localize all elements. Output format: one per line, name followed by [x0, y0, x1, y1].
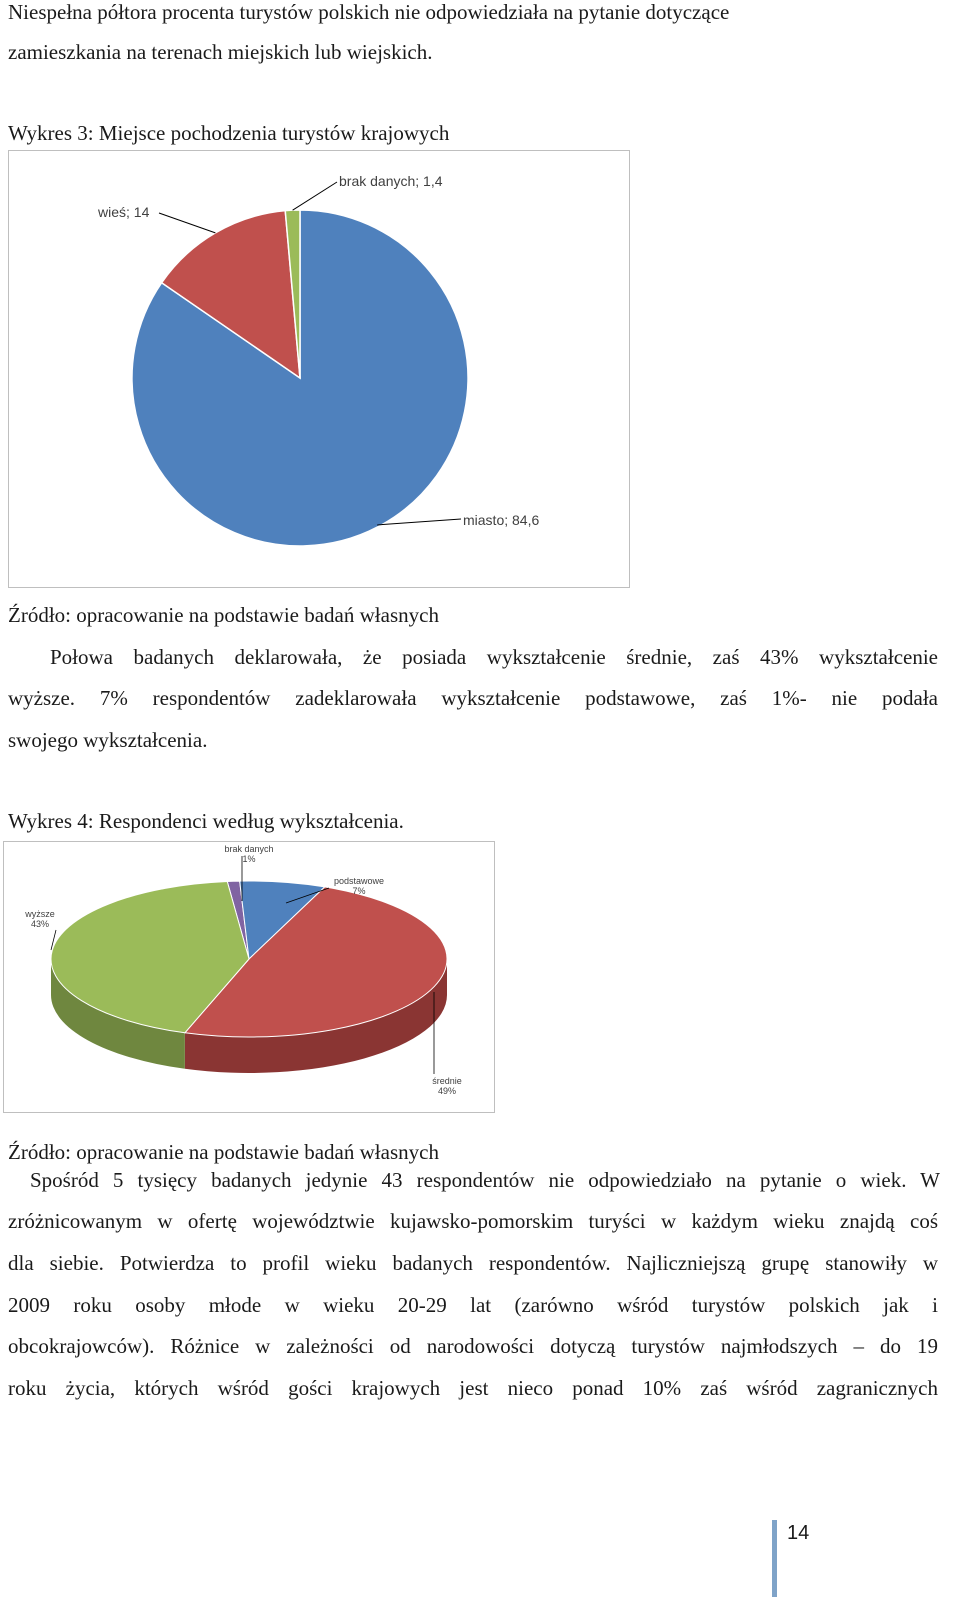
chart4-label-podstawowe: podstawowe [333, 876, 385, 886]
chart4-label-brak-danych: brak danych [224, 844, 274, 854]
chart4-pct-wyzsze: 43% [30, 919, 50, 929]
para3-line-1: Spośród 5 tysięcy badanych jedynie 43 respondentów nie odpowiedziało na pytanie o wiek. W [30, 1168, 940, 1192]
chart3-label-wies: wieś; 14 [98, 204, 150, 220]
para3-line-6: roku życia, których wśród gości krajowych jest nieco ponad 10% zaś wśród zagranicznych [8, 1376, 938, 1400]
chart4-source: Źródło: opracowanie na podstawie badań własnych [8, 1140, 439, 1164]
intro-line-1: Niespełna półtora procenta turystów polskich nie odpowiedziała na pytanie dotyczące [8, 0, 730, 24]
page-number-bar [772, 1520, 777, 1597]
chart4-pie-chart [4, 842, 494, 1112]
para2-line-2: wyższe. 7% respondentów zadeklarowała wykształcenie podstawowe, zaś 1%- nie podała [8, 686, 938, 710]
chart3-leader-wies [159, 213, 215, 233]
para3-line-3: dla siebie. Potwierdza to profil wieku badanych respondentów. Najliczniejszą grupę stanowiły w [8, 1251, 938, 1275]
chart3-frame [8, 150, 630, 588]
chart4-label-wyzsze: wyższe [25, 909, 55, 919]
page-number: 14 [787, 1522, 810, 1544]
para2-line-3: swojego wykształcenia. [8, 728, 208, 752]
intro-line-2: zamieszkania na terenach miejskich lub wiejskich. [8, 40, 433, 64]
para3-line-4: 2009 roku osoby młode w wieku 20-29 lat (zarówno wśród turystów polskich jak i [8, 1293, 938, 1317]
chart3-label-miasto: miasto; 84,6 [463, 512, 540, 528]
para3-line-2: zróżnicowanym w ofertę województwie kujawsko-pomorskim turyści w każdym wieku znajdą coś [8, 1209, 938, 1233]
para3-line-5: obcokrajowców). Różnice w zależności od narodowości dotyczą turystów najmłodszych – do 19 [8, 1334, 938, 1358]
chart4-caption: Wykres 4: Respondenci według wykształcenia. [8, 809, 404, 833]
chart4-pct-podstawowe: 7% [352, 886, 366, 896]
chart4-pct-brak-danych: 1% [242, 854, 256, 864]
chart3-caption: Wykres 3: Miejsce pochodzenia turystów krajowych [8, 121, 450, 145]
chart4-frame [3, 841, 495, 1113]
chart3-leader-brak-danych [293, 182, 337, 210]
chart4-pct-srednie: 49% [437, 1086, 457, 1096]
chart3-label-brak-danych: brak danych; 1,4 [339, 173, 443, 189]
chart3-pie-chart [9, 151, 629, 587]
chart3-source: Źródło: opracowanie na podstawie badań własnych [8, 603, 439, 627]
chart4-label-srednie: średnie [432, 1076, 462, 1086]
para2-line-1: Połowa badanych deklarowała, że posiada wykształcenie średnie, zaś 43% wykształcenie [50, 645, 938, 669]
